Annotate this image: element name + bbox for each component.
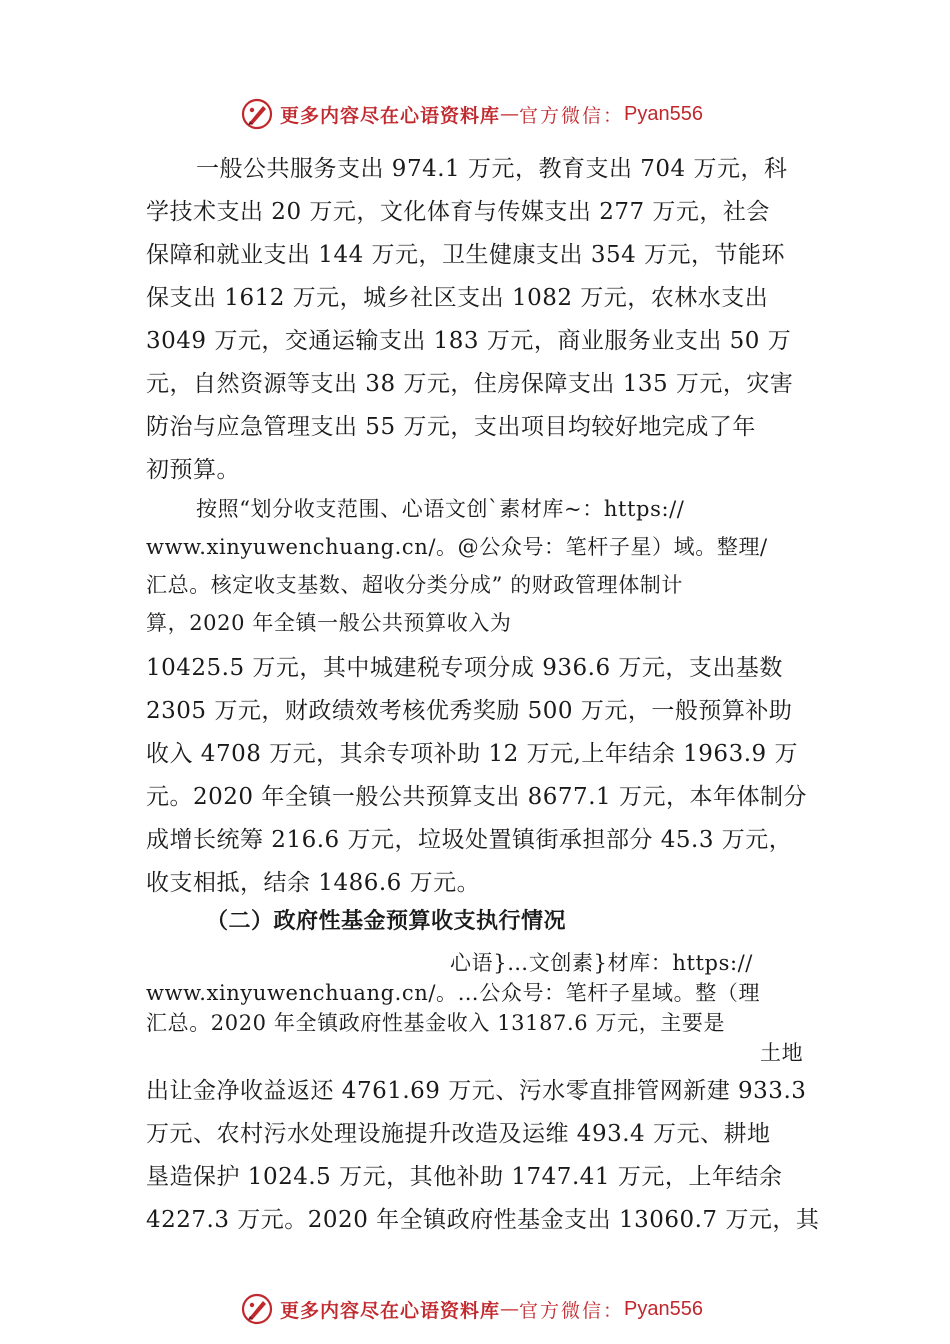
- text-line: 元，自然资源等支出 38 万元，住房保障支出 135 万元，灾害: [146, 371, 794, 397]
- text-line: www.xinyuwenchuang.cn/。@公众号：笔杆子星）域。整理/: [146, 535, 768, 559]
- banner-wechat-label: 官方微信：: [519, 104, 625, 127]
- text-line: 一般公共服务支出 974.1 万元，教育支出 704 万元，科: [196, 156, 788, 182]
- banner-site-text: 更多内容尽在心语资料库: [280, 104, 501, 127]
- text-line: 学技术支出 20 万元，文化体育与传媒支出 277 万元，社会: [146, 199, 770, 225]
- text-line: 3049 万元，交通运输支出 183 万元，商业服务业支出 50 万: [146, 328, 792, 354]
- text-line: 万元、农村污水处理设施提升改造及运维 493.4 万元、耕地: [146, 1121, 771, 1147]
- banner-wechat-label: 官方微信：: [519, 1299, 625, 1322]
- text-line: 按照“划分收支范围、心语文创`素材库~：https://: [196, 497, 685, 521]
- text-line: 保障和就业支出 144 万元，卫生健康支出 354 万元，节能环: [146, 242, 786, 268]
- text-line: 算，2020 年全镇一般公共预算收入为: [146, 611, 512, 635]
- banner-wechat-id: Pyan556: [624, 1297, 703, 1320]
- text-line: 保支出 1612 万元，城乡社区支出 1082 万元，农林水支出: [146, 285, 769, 311]
- pen-logo-icon: [240, 97, 274, 131]
- text-line: 4227.3 万元。2020 年全镇政府性基金支出 13060.7 万元，其: [146, 1207, 820, 1233]
- banner-site-text: 更多内容尽在心语资料库: [280, 1299, 501, 1322]
- section-heading: （二）政府性基金预算收支执行情况: [206, 908, 567, 934]
- text-line: www.xinyuwenchuang.cn/。…公众号：笔杆子星域。整（理: [146, 981, 761, 1005]
- text-line: 元。2020 年全镇一般公共预算支出 8677.1 万元，本年体制分: [146, 784, 807, 810]
- text-line: 收支相抵，结余 1486.6 万元。: [146, 870, 481, 896]
- text-line: 收入 4708 万元，其余专项补助 12 万元,上年结余 1963.9 万: [146, 741, 798, 767]
- banner-dash: —: [500, 103, 520, 125]
- footer-banner: [240, 1291, 703, 1327]
- text-line: 成增长统筹 216.6 万元，垃圾处置镇街承担部分 45.3 万元，: [146, 827, 793, 853]
- text-line: 出让金净收益返还 4761.69 万元、污水零直排管网新建 933.3: [146, 1078, 807, 1104]
- header-banner: [240, 96, 703, 132]
- text-line: 2305 万元，财政绩效考核优秀奖励 500 万元，一般预算补助: [146, 698, 793, 724]
- text-line: 汇总。2020 年全镇政府性基金收入 13187.6 万元，主要是: [146, 1011, 726, 1035]
- text-line: 初预算。: [146, 457, 240, 483]
- text-line: 防治与应急管理支出 55 万元，支出项目均较好地完成了年: [146, 414, 756, 440]
- pen-logo-icon: [240, 1292, 274, 1326]
- banner-dash: —: [500, 1298, 520, 1320]
- text-line: 土地: [760, 1041, 804, 1065]
- text-line: 心语}…文创素}材库：https://: [450, 951, 753, 975]
- banner-wechat-id: Pyan556: [624, 102, 703, 125]
- text-line: 10425.5 万元，其中城建税专项分成 936.6 万元，支出基数: [146, 655, 783, 681]
- text-line: 汇总。核定收支基数、超收分类分成” 的财政管理体制计: [146, 573, 684, 597]
- text-line: 垦造保护 1024.5 万元，其他补助 1747.41 万元，上年结余: [146, 1164, 783, 1190]
